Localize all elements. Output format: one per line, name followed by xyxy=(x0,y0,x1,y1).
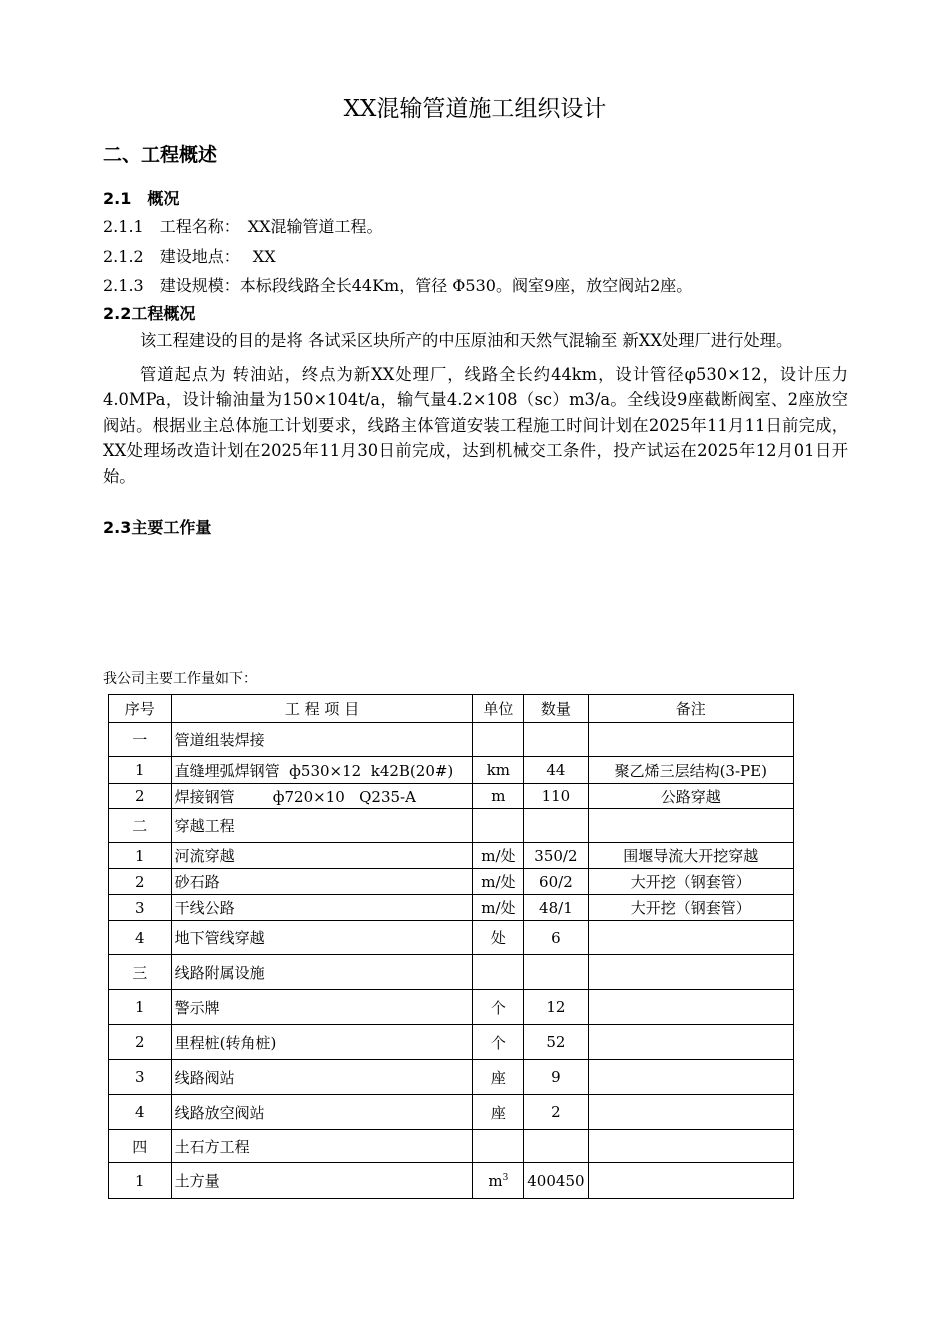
table-row xyxy=(109,1163,794,1199)
cell-note: 大开挖（钢套管） xyxy=(588,869,793,895)
cell-unit: km xyxy=(473,757,524,784)
table-row xyxy=(109,1060,794,1095)
cell-item: 线路放空阀站 xyxy=(171,1095,473,1130)
cell-no: 3 xyxy=(109,895,172,921)
section-heading: 二、工程概述 xyxy=(103,144,218,166)
cell-note xyxy=(588,809,793,843)
cell-item: 里程桩(转角桩) xyxy=(171,1025,473,1060)
cell-note xyxy=(588,921,793,955)
workload-table xyxy=(108,694,794,1199)
cell-note xyxy=(588,1025,793,1060)
cell-qty: 350/2 xyxy=(524,843,588,869)
project-location-line: 2.1.2 建设地点： XX xyxy=(103,247,276,266)
unit-superscript: 3 xyxy=(502,1172,509,1183)
table-row xyxy=(109,1130,794,1163)
subsection-heading-2-3: 2.3主要工作量 xyxy=(103,518,212,537)
project-name-line: 2.1.1 工程名称： XX混输管道工程。 xyxy=(103,217,383,236)
project-scale-line: 2.1.3 建设规模：本标段线路全长44Km，管径 Φ530。阀室9座，放空阀站2座。 xyxy=(103,276,693,295)
cell-qty: 400450 xyxy=(524,1163,588,1199)
unit-text: m xyxy=(488,1171,503,1190)
cell-note xyxy=(588,1163,793,1199)
table-caption: 我公司主要工作量如下： xyxy=(103,671,257,687)
table-row xyxy=(109,921,794,955)
cell-unit: 处 xyxy=(473,921,524,955)
overview-paragraph-1: 该工程建设的目的是将 各试采区块所产的中压原油和天然气混输至 新XX处理厂进行处理。 xyxy=(140,331,793,350)
cell-unit: m/处 xyxy=(473,895,524,921)
cell-unit: 座 xyxy=(473,1060,524,1095)
cell-unit: 个 xyxy=(473,1025,524,1060)
cell-unit: 个 xyxy=(473,990,524,1025)
table-row xyxy=(109,843,794,869)
overview-paragraphs xyxy=(103,328,848,489)
cell-qty: 48/1 xyxy=(524,895,588,921)
cell-qty: 44 xyxy=(524,757,588,784)
table-row xyxy=(109,723,794,757)
cell-note: 聚乙烯三层结构(3-PE) xyxy=(588,757,793,784)
cell-no: 4 xyxy=(109,921,172,955)
table-row xyxy=(109,1025,794,1060)
cell-unit xyxy=(473,1163,524,1199)
cell-no: 一 xyxy=(109,723,172,757)
subsection-heading-2-2: 2.2工程概况 xyxy=(103,304,196,323)
cell-unit: m xyxy=(473,784,524,809)
table-header-row xyxy=(109,695,794,723)
cell-item: 线路阀站 xyxy=(171,1060,473,1095)
header-qty: 数量 xyxy=(524,695,588,723)
cell-qty: 110 xyxy=(524,784,588,809)
cell-no: 1 xyxy=(109,990,172,1025)
cell-unit xyxy=(473,809,524,843)
cell-unit: 座 xyxy=(473,1095,524,1130)
cell-qty xyxy=(524,723,588,757)
header-no: 序号 xyxy=(109,695,172,723)
cell-note xyxy=(588,990,793,1025)
table-row xyxy=(109,955,794,990)
cell-item: 线路附属设施 xyxy=(171,955,473,990)
cell-no: 2 xyxy=(109,784,172,809)
table-row xyxy=(109,869,794,895)
table-row xyxy=(109,990,794,1025)
cell-no: 1 xyxy=(109,757,172,784)
cell-note xyxy=(588,1060,793,1095)
cell-item: 焊接钢管 ф720×10 Q235-A xyxy=(171,784,473,809)
cell-item: 管道组装焊接 xyxy=(171,723,473,757)
cell-no: 1 xyxy=(109,1163,172,1199)
cell-qty: 2 xyxy=(524,1095,588,1130)
cell-item: 干线公路 xyxy=(171,895,473,921)
cell-unit: m/处 xyxy=(473,869,524,895)
cell-no: 三 xyxy=(109,955,172,990)
cell-qty: 60/2 xyxy=(524,869,588,895)
cell-note: 围堰导流大开挖穿越 xyxy=(588,843,793,869)
cell-item: 直缝埋弧焊钢管 ф530×12 k42B(20#) xyxy=(171,757,473,784)
cell-no: 2 xyxy=(109,869,172,895)
cell-note: 大开挖（钢套管） xyxy=(588,895,793,921)
cell-note xyxy=(588,955,793,990)
cell-no: 四 xyxy=(109,1130,172,1163)
cell-item: 地下管线穿越 xyxy=(171,921,473,955)
table-row xyxy=(109,757,794,784)
table-row xyxy=(109,895,794,921)
cell-note xyxy=(588,1130,793,1163)
cell-unit xyxy=(473,1130,524,1163)
cell-unit xyxy=(473,723,524,757)
cell-item: 砂石路 xyxy=(171,869,473,895)
cell-item: 河流穿越 xyxy=(171,843,473,869)
cell-note: 公路穿越 xyxy=(588,784,793,809)
cell-item: 土方量 xyxy=(171,1163,473,1199)
cell-note xyxy=(588,723,793,757)
table-row xyxy=(109,809,794,843)
cell-qty xyxy=(524,1130,588,1163)
cell-item: 土石方工程 xyxy=(171,1130,473,1163)
cell-no: 4 xyxy=(109,1095,172,1130)
cell-no: 二 xyxy=(109,809,172,843)
cell-qty: 12 xyxy=(524,990,588,1025)
cell-unit xyxy=(473,955,524,990)
header-note: 备注 xyxy=(588,695,793,723)
cell-qty xyxy=(524,955,588,990)
table-row xyxy=(109,1095,794,1130)
header-unit: 单位 xyxy=(473,695,524,723)
cell-qty: 6 xyxy=(524,921,588,955)
cell-no: 2 xyxy=(109,1025,172,1060)
cell-item: 警示牌 xyxy=(171,990,473,1025)
cell-qty xyxy=(524,809,588,843)
cell-qty: 52 xyxy=(524,1025,588,1060)
header-item: 工 程 项 目 xyxy=(171,695,473,723)
table-row xyxy=(109,784,794,809)
subsection-heading-2-1: 2.1 概况 xyxy=(103,189,180,208)
cell-qty: 9 xyxy=(524,1060,588,1095)
overview-paragraph-2: 管道起点为 转油站，终点为新XX处理厂，线路全长约44km，设计管径φ530×12，设计压力4.0MPa，设计输油量为150×104t/a，输气量4.2×108（sc）m3/a。全线设9座截断阀室、2座放空阀站。根据业主总体施工计划要求，线路主体管道安装工程施工时间计划在2025年11月11日前完成，XX处理场改造计划在2025年11月30日前完成，达到机械交工条件，投产试运在2025年12月01日开始。 xyxy=(103,364,848,486)
cell-unit: m/处 xyxy=(473,843,524,869)
document-title: XX混输管道施工组织设计 xyxy=(343,96,607,122)
cell-item: 穿越工程 xyxy=(171,809,473,843)
cell-no: 1 xyxy=(109,843,172,869)
cell-no: 3 xyxy=(109,1060,172,1095)
cell-note xyxy=(588,1095,793,1130)
